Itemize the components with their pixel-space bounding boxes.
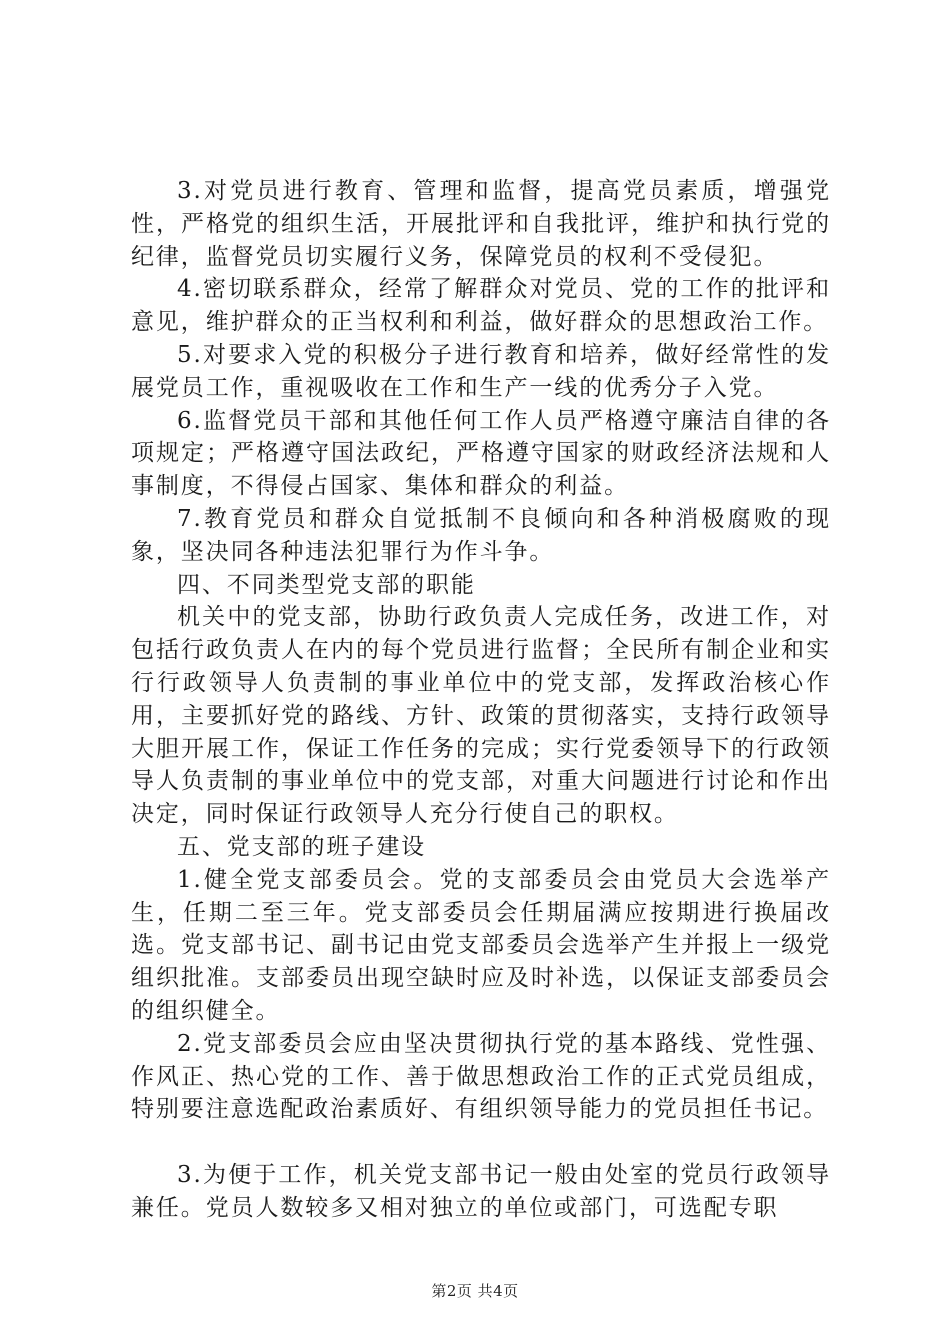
page-footer: 第2页 共4页 [431, 1282, 519, 1300]
section-heading-4: 四、不同类型党支部的职能 [177, 571, 476, 598]
paragraph-team-2: 2.党支部委员会应由坚决贯彻执行党的基本路线、党性强、作风正、热心党的工作、善于做思想政治工作的正式党员组成，特别要注意选配政治素质好、有组织领导能力的党员担任书记。 [131, 1030, 831, 1123]
document-body [131, 175, 831, 1225]
paragraph-duty-4: 4.密切联系群众，经常了解群众对党员、党的工作的批评和意见，维护群众的正当权利和利益，做好群众的思想政治工作。 [131, 276, 831, 336]
paragraph-duty-5: 5.对要求入党的积极分子进行教育和培养，做好经常性的发展党员工作，重视吸收在工作和生产一线的优秀分子入党。 [131, 341, 831, 401]
section-heading-5: 五、党支部的班子建设 [177, 833, 426, 860]
paragraph-duty-6: 6.监督党员干部和其他任何工作人员严格遵守廉洁自律的各项规定；严格遵守国法政纪，严格遵守国家的财政经济法规和人事制度，不得侵占国家、集体和群众的利益。 [131, 407, 831, 500]
paragraph-duty-3: 3.对党员进行教育、管理和监督，提高党员素质，增强党性，严格党的组织生活，开展批评和自我批评，维护和执行党的纪律，监督党员切实履行义务，保障党员的权利不受侵犯。 [131, 178, 831, 270]
paragraph-duty-7: 7.教育党员和群众自觉抵制不良倾向和各种消极腐败的现象，坚决同各种违法犯罪行为作斗争。 [131, 505, 831, 565]
paragraph-team-1: 1.健全党支部委员会。党的支部委员会由党员大会选举产生，任期二至三年。党支部委员会任期届满应按期进行换届改选。党支部书记、副书记由党支部委员会选举产生并报上一级党组织批准。支部委员出现空缺时应及时补选，以保证支部委员会的组织健全。 [131, 866, 831, 1024]
paragraph-team-3: 3.为便于工作，机关党支部书记一般由处室的党员行政领导兼任。党员人数较多又相对独立的单位或部门，可选配专职 [131, 1162, 831, 1221]
paragraph-branch-functions: 机关中的党支部，协助行政负责人完成任务，改进工作，对包括行政负责人在内的每个党员进行监督；全民所有制企业和实行行政领导人负责制的事业单位中的党支部，发挥政治核心作用，主要抓好党的路线、方针、政策的贯彻落实，支持行政领导大胆开展工作，保证工作任务的完成；实行党委领导下的行政领导人负责制的事业单位中的党支部，对重大问题进行讨论和作出决定，同时保证行政领导人充分行使自己的职权。 [131, 604, 831, 828]
